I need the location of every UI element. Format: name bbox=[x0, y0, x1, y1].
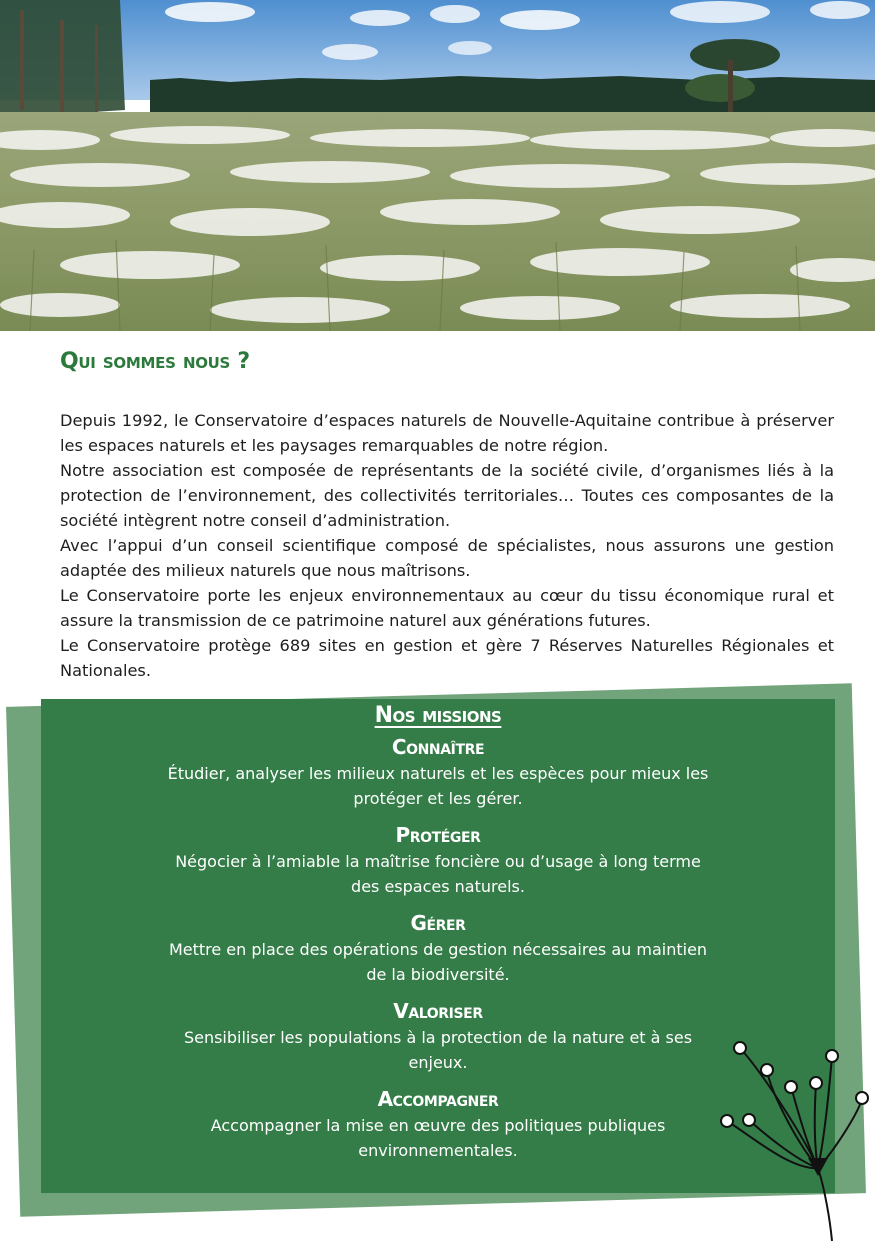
page-title: Qui sommes nous ? bbox=[60, 349, 250, 374]
mission-title: Connaître bbox=[391, 735, 485, 759]
mission-item bbox=[41, 909, 835, 987]
mission-title: Valoriser bbox=[393, 999, 483, 1023]
mission-item bbox=[41, 821, 835, 899]
intro-paragraph: Depuis 1992, le Conservatoire d’espaces naturels de Nouvelle-Aquitaine contribue à préserver les espaces naturels et les paysages remarquables de notre région. bbox=[60, 411, 834, 455]
intro-paragraph: Notre association est composée de représentants de la société civile, d’organismes liés à la protection de l’environnement, des collectivités territoriales… Toutes ces composantes de la société intègrent notre conseil d’administration. bbox=[60, 461, 834, 530]
header-photo bbox=[0, 0, 875, 331]
mission-item bbox=[41, 733, 835, 811]
mission-text: Accompagner la mise en œuvre des politiques publiques environnementales. bbox=[210, 1116, 666, 1160]
intro-paragraph: Avec l’appui d’un conseil scientifique composé de spécialistes, nous assurons une gestion adaptée des milieux naturels que nous maîtrisons. bbox=[60, 536, 834, 580]
umbel-flower-icon bbox=[700, 1030, 875, 1241]
intro-paragraph: Le Conservatoire porte les enjeux environnementaux au cœur du tissu économique rural et assure la transmission de ce patrimoine naturel aux générations futures. bbox=[60, 586, 834, 630]
mission-text: Mettre en place des opérations de gestion nécessaires au maintien de la biodiversité. bbox=[168, 940, 708, 984]
mission-title: Protéger bbox=[395, 823, 481, 847]
mission-text: Étudier, analyser les milieux naturels et les espèces pour mieux les protéger et les gérer. bbox=[167, 764, 709, 808]
mission-text: Sensibiliser les populations à la protection de la nature et à ses enjeux. bbox=[183, 1028, 693, 1072]
mission-title: Accompagner bbox=[377, 1087, 499, 1111]
meadow-photo-icon bbox=[0, 0, 875, 331]
intro-paragraph: Le Conservatoire protège 689 sites en gestion et gère 7 Réserves Naturelles Régionales et Nationales. bbox=[60, 636, 834, 680]
missions-title: Nos missions bbox=[374, 703, 502, 728]
mission-title: Gérer bbox=[410, 911, 466, 935]
intro-text bbox=[60, 408, 834, 683]
mission-text: Négocier à l’amiable la maîtrise foncière ou d’usage à long terme des espaces naturels. bbox=[175, 852, 701, 896]
